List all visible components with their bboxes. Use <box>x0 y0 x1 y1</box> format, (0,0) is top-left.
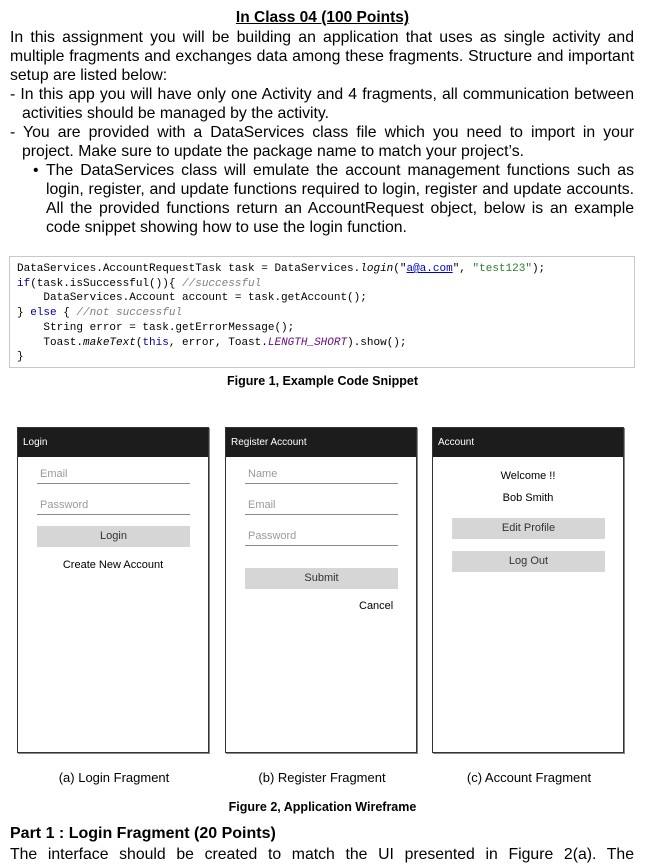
login-button[interactable]: Login <box>37 526 190 547</box>
sub-bullet-text: The DataServices class will emulate the account management functions such as login, register, and update functions required to login, register and update accounts. All the provided functions return an AccountRequest object, below is an example code snippet showing how to use the login function. <box>46 162 634 236</box>
register-fragment-caption: (b) Register Fragment <box>258 770 386 785</box>
create-account-link[interactable]: Create New Account <box>62 559 164 571</box>
bullet-2-line-2: project. Make sure to update the package name to match your project’s. <box>22 143 524 160</box>
register-wireframe <box>225 427 417 753</box>
bullet-2-line-1: - You are provided with a DataServices class file which you need to import in your <box>10 124 634 141</box>
part-1-text: The interface should be created to match the UI presented in Figure 2(a). The <box>10 846 634 863</box>
code-snippet <box>9 256 635 368</box>
register-title-bar: Register Account <box>226 428 416 457</box>
figure-2-caption: Figure 2, Application Wireframe <box>228 800 417 814</box>
account-title-bar: Account <box>433 428 623 457</box>
logout-button[interactable]: Log Out <box>452 551 605 572</box>
bullet-1-line-1: - In this app you will have only one Activity and 4 fragments, all communication between <box>10 86 634 103</box>
cancel-link[interactable]: Cancel <box>359 600 394 612</box>
login-password-field[interactable]: Password <box>37 495 190 515</box>
part-1-heading: Part 1 : Login Fragment (20 Points) <box>10 825 276 842</box>
login-wireframe <box>17 427 209 753</box>
login-fragment-caption: (a) Login Fragment <box>58 770 170 785</box>
sub-bullet-marker: • <box>33 162 39 179</box>
figure-1-caption: Figure 1, Example Code Snippet <box>226 374 418 388</box>
welcome-text: Welcome !! <box>500 470 556 482</box>
login-title-bar: Login <box>18 428 208 457</box>
register-name-field[interactable]: Name <box>245 464 398 484</box>
login-email-field[interactable]: Email <box>37 464 190 484</box>
edit-profile-button[interactable]: Edit Profile <box>452 518 605 539</box>
code-block: DataServices.AccountRequestTask task = DataServices.login("a@a.com", "test123"); if(task.isSuccessful()){ //successful DataServices.Account account = task.getAccount(); } else { //not successful String error = task.getErrorMessage(); Toast.makeText(this, error, Toast.LENGTH_SHORT).show(); } <box>17 263 546 364</box>
document-title: In Class 04 (100 Points) <box>235 9 410 26</box>
intro-paragraph: In this assignment you will be building an application that uses as single activity and multiple fragments and exchanges data among these fragments. Structure and important setup are listed below: <box>10 29 634 84</box>
account-fragment-caption: (c) Account Fragment <box>466 770 592 785</box>
register-password-field[interactable]: Password <box>245 526 398 546</box>
user-name-text: Bob Smith <box>502 492 554 504</box>
submit-button[interactable]: Submit <box>245 568 398 589</box>
bullet-1-line-2: activities should be managed by the activity. <box>22 105 330 122</box>
register-email-field[interactable]: Email <box>245 495 398 515</box>
account-wireframe <box>432 427 624 753</box>
